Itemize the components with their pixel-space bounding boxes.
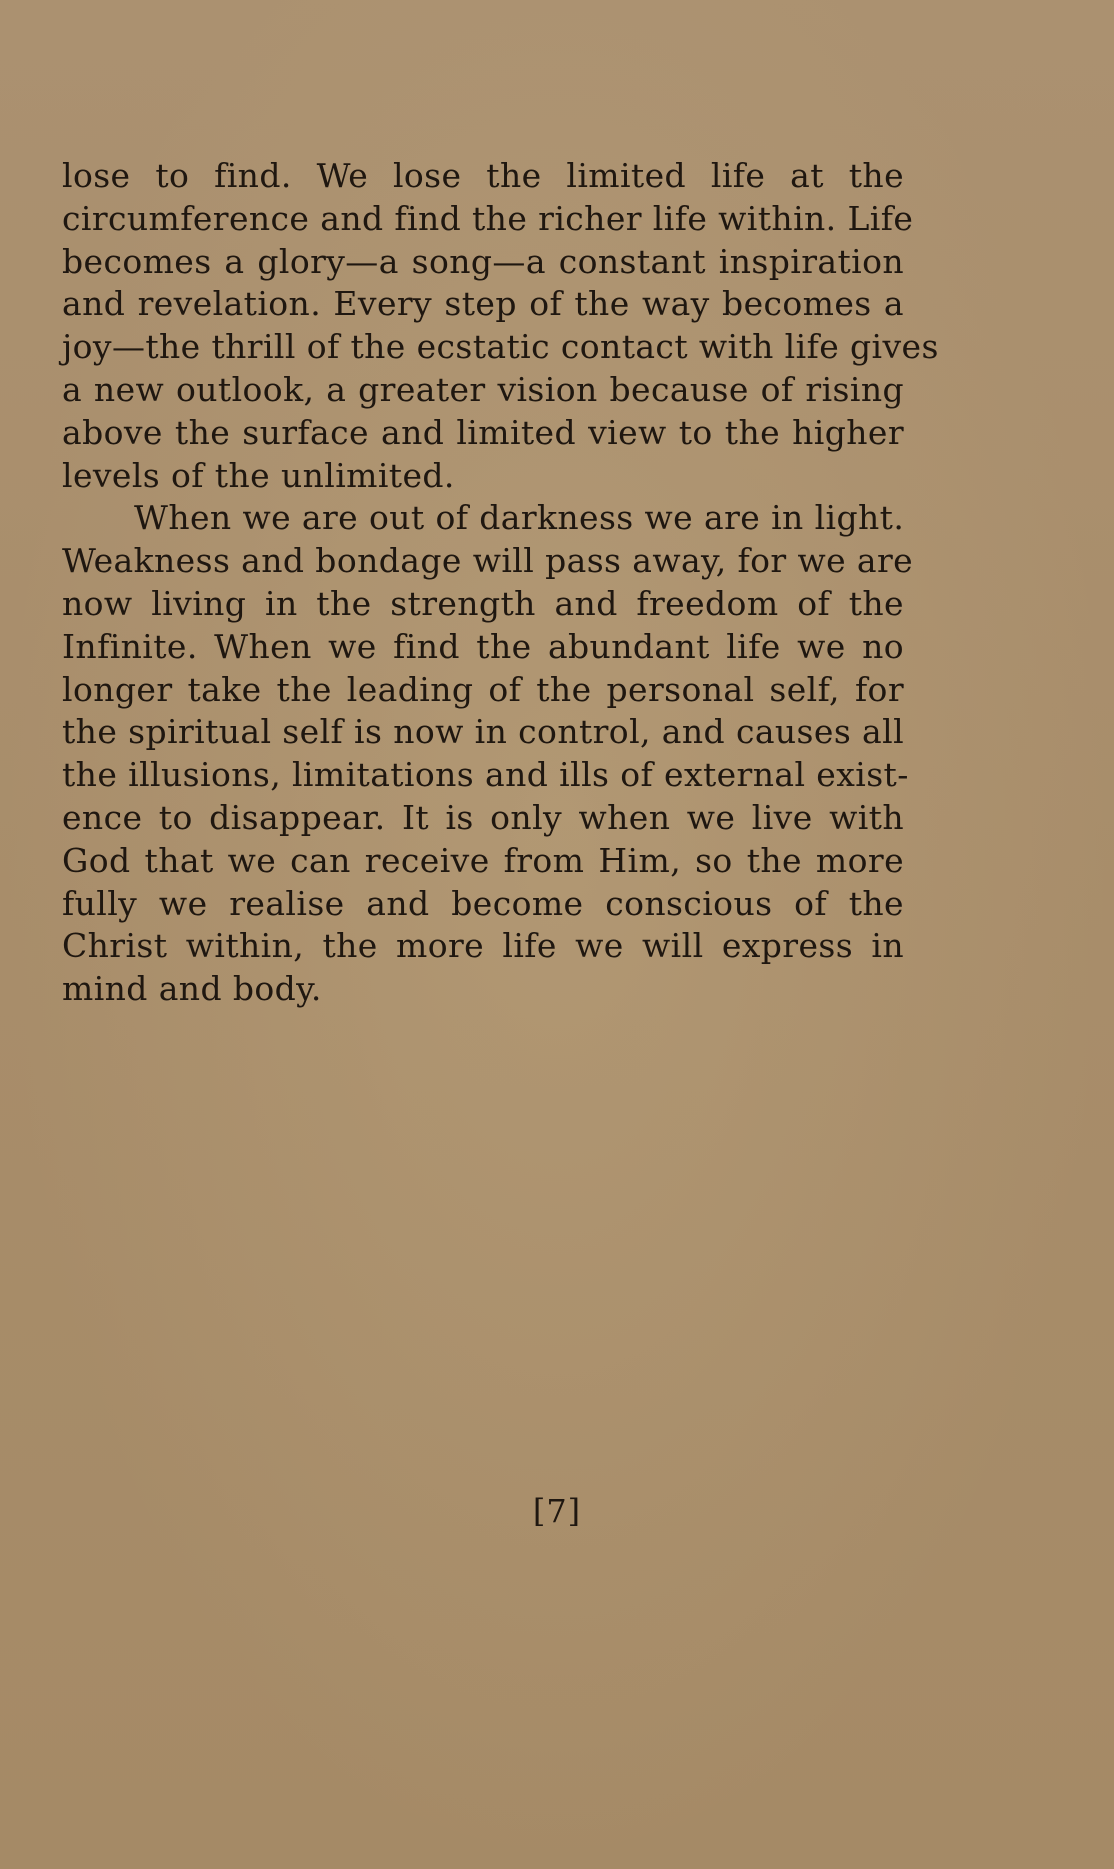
text-line: becomes a glory—a song—a constant inspiration (62, 241, 904, 281)
text-line: and revelation. Every step of the way becomes a (62, 284, 904, 324)
text-line: Infinite. When we find the abundant life we no (62, 626, 904, 666)
text-line: Weakness and bondage will pass away, for we are (62, 541, 914, 581)
text-line: the illusions, limitations and ills of external exist- (62, 755, 909, 795)
text-line: God that we can receive from Him, so the more (62, 840, 904, 880)
page-number: [7] (532, 1492, 582, 1530)
text-line: levels of the unlimited. (62, 455, 455, 495)
text-line: Christ within, the more life we will express in (62, 926, 904, 966)
body-text (62, 155, 939, 1011)
text-line: fully we realise and become conscious of the (62, 883, 904, 923)
text-line: joy—the thrill of the ecstatic contact with life gives (62, 327, 939, 367)
text-line: now living in the strength and freedom of the (62, 583, 904, 623)
text-line: longer take the leading of the personal self, for (62, 669, 904, 709)
text-line: circumference and find the richer life within. Life (62, 198, 914, 238)
text-line: When we are out of darkness we are in light. (134, 498, 905, 538)
text-line: mind and body. (62, 969, 322, 1009)
text-line: the spiritual self is now in control, and causes all (62, 712, 905, 752)
text-line: lose to find. We lose the limited life at the (62, 156, 904, 195)
text-line: a new outlook, a greater vision because of rising (62, 369, 904, 409)
text-line: ence to disappear. It is only when we live with (62, 797, 904, 837)
paragraph-2 (62, 497, 914, 1011)
text-line: above the surface and limited view to the higher (62, 412, 904, 452)
paragraph-1 (62, 155, 939, 497)
